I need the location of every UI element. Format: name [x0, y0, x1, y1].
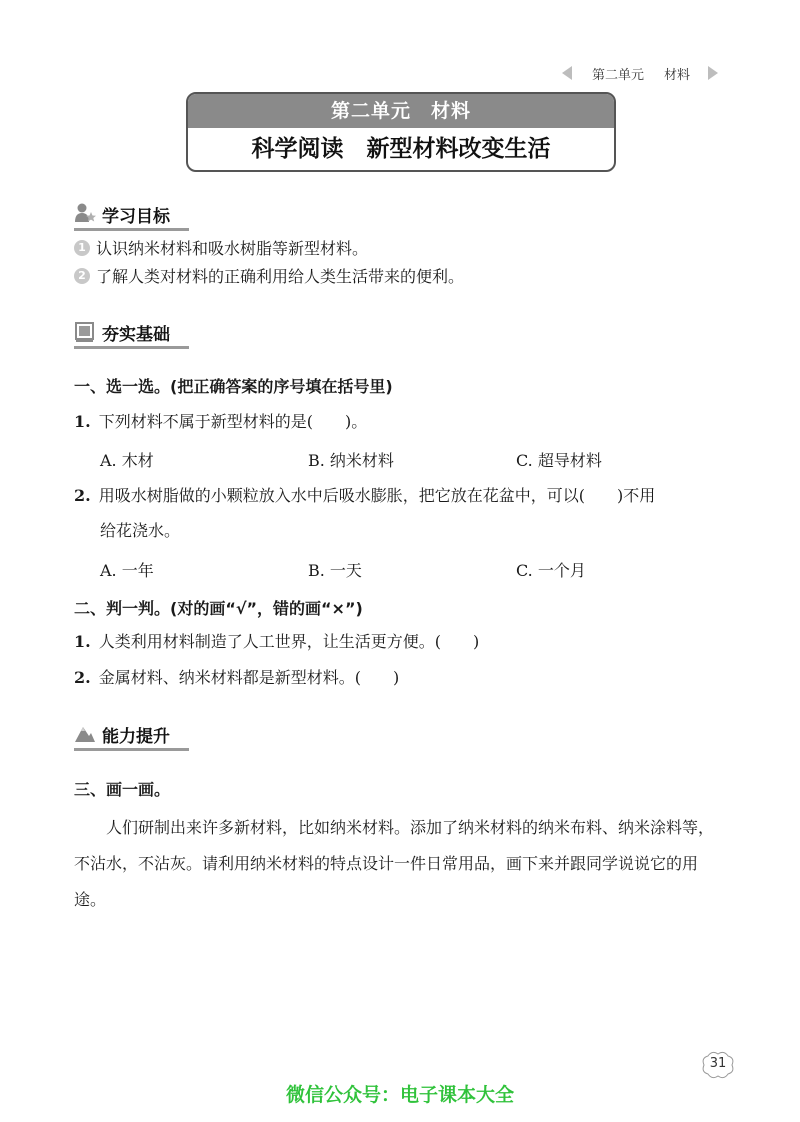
objective-text: 了解人类对材料的正确利用给人类生活带来的便利。 [96, 267, 465, 286]
page-number-badge [700, 1050, 736, 1080]
part3-heading: 三、画一画。 [74, 780, 171, 799]
question-1-1 [74, 410, 367, 434]
page-number: 31 [709, 1056, 727, 1071]
lesson-title: 科学阅读 新型材料改变生活 [251, 135, 551, 162]
ability-heading-label: 能力提升 [102, 727, 170, 747]
question-number: 1. [74, 632, 91, 651]
question-2-1 [74, 630, 479, 654]
triangle-left-icon [562, 66, 572, 80]
running-header [560, 62, 730, 84]
question-2-2 [74, 666, 399, 690]
question-text: 下列材料不属于新型材料的是( )。 [98, 412, 368, 431]
question-text: 人类利用材料制造了人工世界，让生活更方便。( ) [98, 632, 480, 651]
heading-underline [74, 748, 189, 751]
question-number: 2. [74, 486, 91, 505]
question-number: 1. [74, 412, 91, 431]
part1-heading: 一、选一选。(把正确答案的序号填在括号里) [74, 377, 393, 396]
student-star-icon [74, 202, 96, 224]
objectives-heading-label: 学习目标 [102, 207, 170, 227]
heading-underline [74, 346, 189, 349]
objective-text: 认识纳米材料和吸水树脂等新型材料。 [96, 239, 369, 258]
mountain-icon [74, 722, 96, 744]
objective-number: 2 [74, 268, 90, 284]
heading-underline [74, 228, 189, 231]
part2-heading: 二、判一判。(对的画“√”，错的画“×”) [74, 599, 363, 618]
option-b: B. 纳米材料 [308, 451, 394, 470]
option-c: C. 一个月 [516, 561, 586, 580]
running-header-unit: 第二单元 [592, 68, 645, 83]
question-text: 用吸水树脂做的小颗粒放入水中后吸水膨胀，把它放在花盆中，可以( )不用 [98, 486, 656, 505]
running-header-topic: 材料 [664, 68, 691, 83]
triangle-right-icon [708, 66, 718, 80]
part3-paragraph: 人们研制出来许多新材料，比如纳米材料。添加了纳米材料的纳米布料、纳米涂料等，不沾水，不沾灰。请利用纳米材料的特点设计一件日常用品，画下来并跟同学说说它的用途。 [74, 818, 715, 909]
option-b: B. 一天 [308, 561, 362, 580]
book-icon [74, 320, 96, 342]
unit-title: 第二单元 材料 [188, 94, 614, 128]
question-text: 金属材料、纳米材料都是新型材料。( ) [98, 668, 400, 687]
title-box [186, 92, 616, 172]
footer-watermark: 微信公众号：电子课本大全 [285, 1084, 514, 1106]
option-a: A. 一年 [100, 561, 154, 580]
option-a: A. 木材 [100, 451, 154, 470]
option-c: C. 超导材料 [516, 451, 602, 470]
question-text-continued: 给花浇水。 [100, 521, 181, 540]
objective-number: 1 [74, 240, 90, 256]
question-number: 2. [74, 668, 91, 687]
foundation-heading-label: 夯实基础 [102, 325, 170, 345]
question-1-2 [74, 484, 655, 508]
